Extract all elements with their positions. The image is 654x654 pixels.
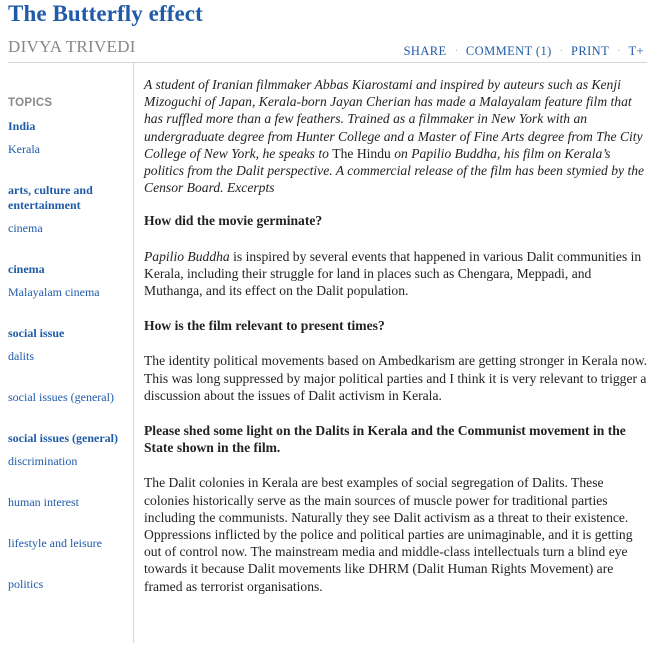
newspaper-name: The Hindu (332, 145, 391, 161)
topic-category-india[interactable]: India (8, 119, 36, 133)
article-tools (404, 44, 644, 59)
topic-link-lifestyle[interactable]: lifestyle and leisure (8, 536, 102, 550)
topic-category-social-issues-general[interactable]: social issues (general) (8, 431, 118, 445)
comment-button[interactable] (466, 44, 552, 59)
film-title: Papilio Buddha (411, 145, 497, 161)
topic-link-social-issues-general[interactable]: social issues (general) (8, 390, 114, 404)
film-title: Papilio Buddha (144, 248, 230, 264)
topic-link-dalits[interactable]: dalits (8, 349, 34, 363)
share-button[interactable]: SHARE (403, 44, 447, 58)
print-button[interactable]: PRINT (571, 44, 610, 58)
article-title: The Butterfly effect (8, 1, 203, 26)
question-1: How did the movie germinate? (144, 213, 323, 229)
topic-category-social-issue[interactable]: social issue (8, 326, 65, 340)
topics-heading: TOPICS (8, 97, 53, 109)
comment-label: COMMENT (465, 44, 533, 58)
topic-link-discrimination[interactable]: discrimination (8, 454, 78, 468)
topic-link-politics[interactable]: politics (8, 577, 44, 591)
topic-link-malayalam-cinema[interactable]: Malayalam cinema (8, 285, 100, 299)
topic-link-cinema[interactable]: cinema (8, 221, 43, 235)
topic-link-kerala[interactable]: Kerala (8, 142, 40, 156)
article-intro: A student of Iranian filmmaker Abbas Kiarostami and inspired by auteurs such as Kenji Mizoguchi of Japan, Kerala-born Jayan Cherian has made a Malayalam feature film that has ruffled more than a few feathers. Trained as a filmmaker in New York with an undergraduate degree from Hunter College and a Master of Fine Arts degree from The City College of New York, he speaks to The Hindu on Papilio Buddha, his film on Kerala’s politics from the Dalit perspective. A commercial release of the film has been stymied by the Censor Board. Excerpts (144, 77, 645, 196)
topic-category-arts[interactable]: arts, culture and entertainment (8, 183, 93, 212)
tool-separator: · (559, 46, 564, 57)
author-byline: DIVYA TRIVEDI (8, 37, 136, 56)
tool-separator: · (454, 46, 458, 57)
question-2: How is the film relevant to present times? (144, 318, 385, 334)
topics-sidebar (0, 63, 134, 643)
article-body (144, 76, 649, 595)
answer-1: Papilio Buddha is inspired by several events that happened in various Dalit communities in Kerala, including their struggle for land in places such as Chengara, Meppadi, and Muthanga, and its effect on the Dalit population. (144, 248, 642, 299)
answer-2: The identity political movements based on Ambedkarism are getting stronger in Kerala now. This was long suppressed by major political parties and I think it is very relevant to trigger a discussion about the issues of Dalit activism in Kerala. (144, 353, 648, 403)
question-3: Please shed some light on the Dalits in Kerala and the Communist movement in the State shown in the film. (144, 423, 626, 456)
answer-3: The Dalit colonies in Kerala are best examples of social segregation of Dalits. These colonies historically serve as the main sources of muscle power for traditional parties including the communists. Naturally they see Dalit activism as a threat to their existence. Oppressions inflicted by the police and political parties are unimaginable, and it is getting out of control now. The mainstream media and middle-class intellectuals turn a blind eye towards it because Dalit movements like DHRM (Dalit Human Rights Movement) are framed as terrorist organisations. (144, 475, 633, 594)
topic-link-human-interest[interactable]: human interest (8, 495, 79, 509)
topic-category-cinema[interactable]: cinema (8, 262, 45, 276)
comment-count: (1) (535, 44, 552, 58)
text-size-button[interactable]: T+ (628, 44, 644, 58)
tool-separator: · (617, 46, 621, 57)
